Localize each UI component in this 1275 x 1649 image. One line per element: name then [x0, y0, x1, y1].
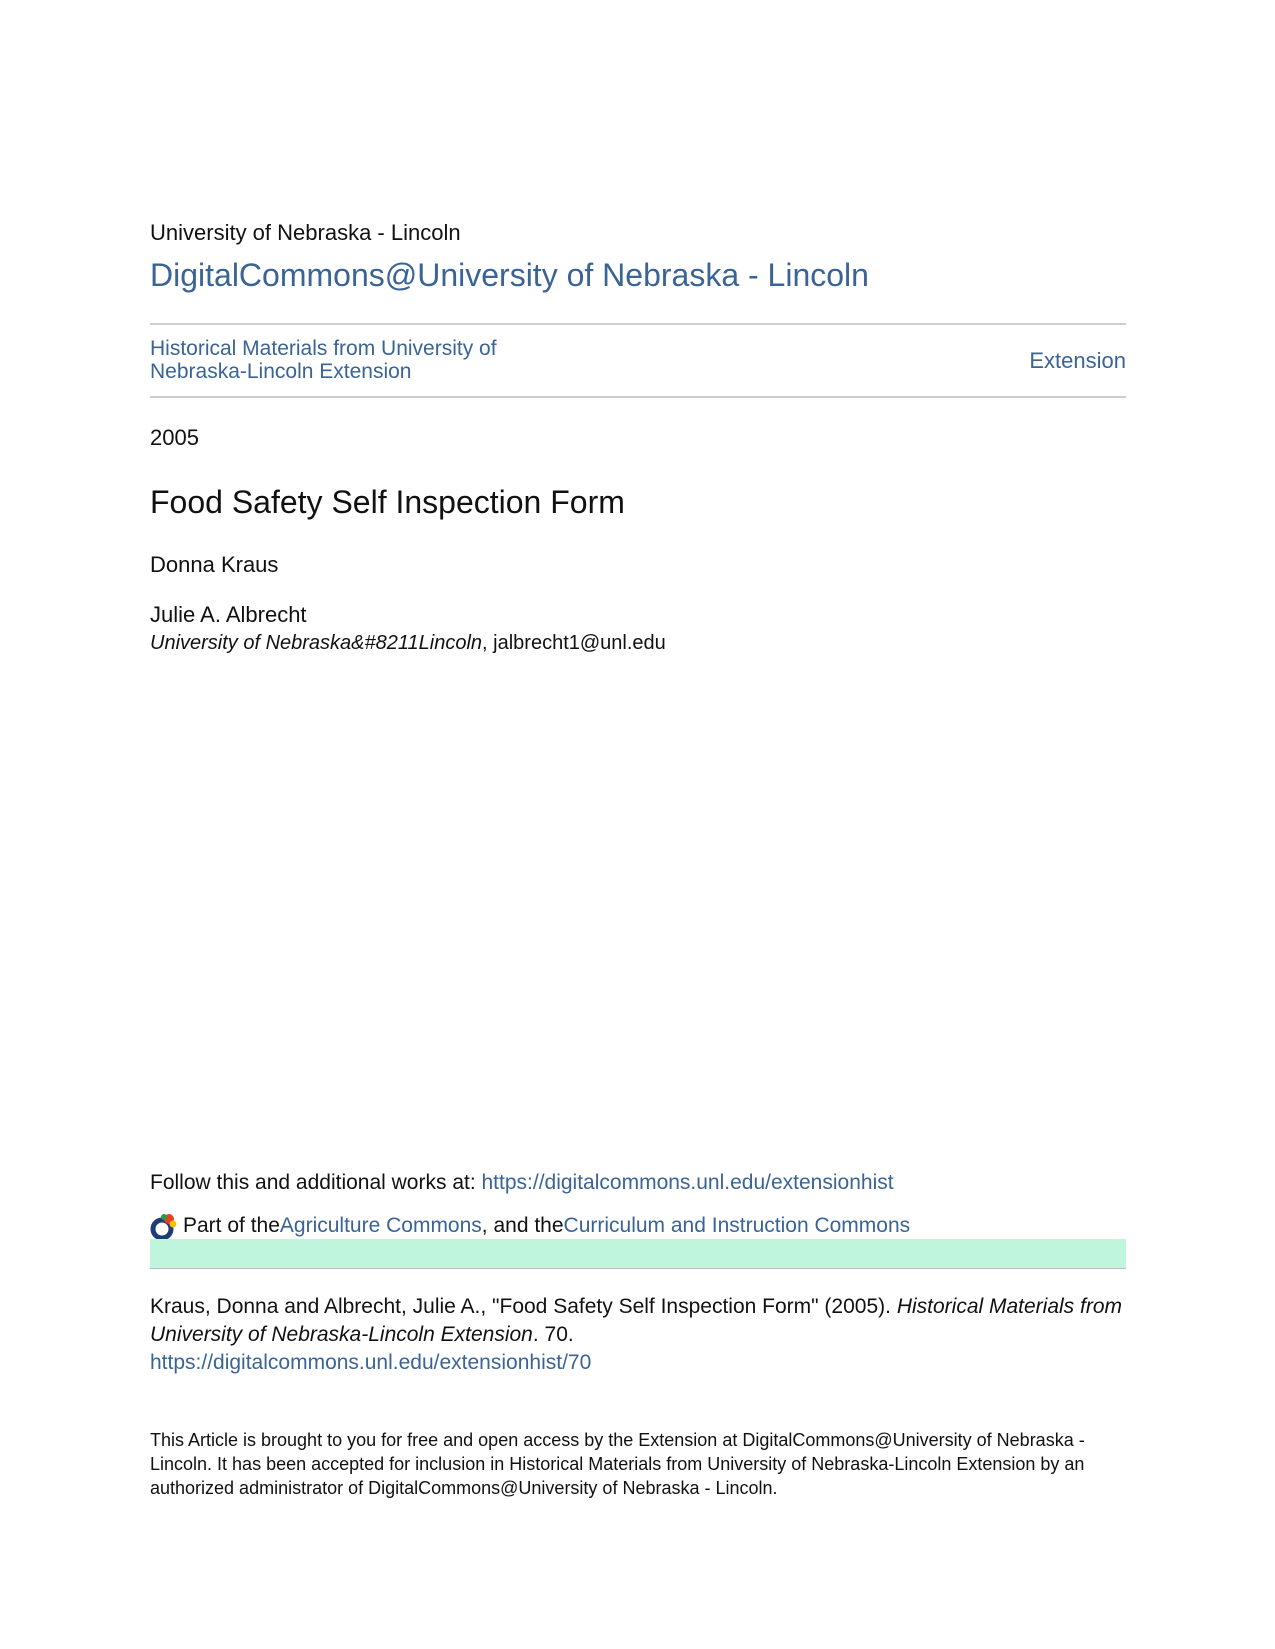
publication-year: 2005	[150, 425, 199, 450]
recommended-citation	[150, 1293, 1126, 1349]
series-link[interactable]: Historical Materials from University of Nebraska-Lincoln Extension	[150, 337, 497, 383]
affiliation-text: University of Nebraska&#8211Lincoln	[150, 632, 483, 654]
and-the-text: , and the	[481, 1214, 564, 1237]
citation-url-link[interactable]: https://digitalcommons.unl.edu/extensionhist/70	[150, 1351, 592, 1374]
affiliation-separator: ,	[482, 632, 494, 654]
cover-page	[150, 0, 1126, 1649]
department-link[interactable]: Extension	[1029, 348, 1126, 373]
author-affiliation	[150, 630, 666, 656]
repository-link[interactable]: DigitalCommons@University of Nebraska - Lincoln	[150, 257, 869, 293]
curriculum-commons-link[interactable]: Curriculum and Instruction Commons	[563, 1214, 911, 1237]
follow-line	[150, 1170, 894, 1196]
divider-bottom	[150, 396, 1126, 398]
follow-label: Follow this and additional works at:	[150, 1171, 482, 1194]
document-title: Food Safety Self Inspection Form	[150, 484, 625, 520]
author-name: Julie A. Albrecht	[150, 602, 307, 627]
citation-number: . 70.	[532, 1323, 574, 1346]
bepress-network-icon	[150, 1211, 178, 1241]
author-email: jalbrecht1@unl.edu	[493, 632, 666, 654]
part-of-label: Part of the	[183, 1214, 280, 1237]
institution-name: University of Nebraska - Lincoln	[150, 220, 461, 245]
divider-citation	[150, 1268, 1126, 1269]
citation-source: Historical Materials from University of Nebraska-Lincoln Extension	[150, 1295, 1123, 1346]
author-name: Donna Kraus	[150, 552, 279, 577]
part-of-line	[150, 1211, 910, 1241]
follow-url-link[interactable]: https://digitalcommons.unl.edu/extensionhist	[481, 1171, 894, 1194]
citation-lead: Kraus, Donna and Albrecht, Julie A., "Food Safety Self Inspection Form" (2005).	[150, 1295, 897, 1318]
access-notice: This Article is brought to you for free and open access by the Extension at DigitalCommons@University of Nebraska - Lincoln. It has been accepted for inclusion in Historical Materials from University of Nebraska-Lincoln Extension by an authorized administrator of DigitalCommons@University of Nebraska - Lincoln.	[150, 1430, 1085, 1498]
highlight-bar	[150, 1239, 1126, 1268]
agriculture-commons-link[interactable]: Agriculture Commons	[279, 1214, 482, 1237]
divider-top	[150, 323, 1126, 325]
